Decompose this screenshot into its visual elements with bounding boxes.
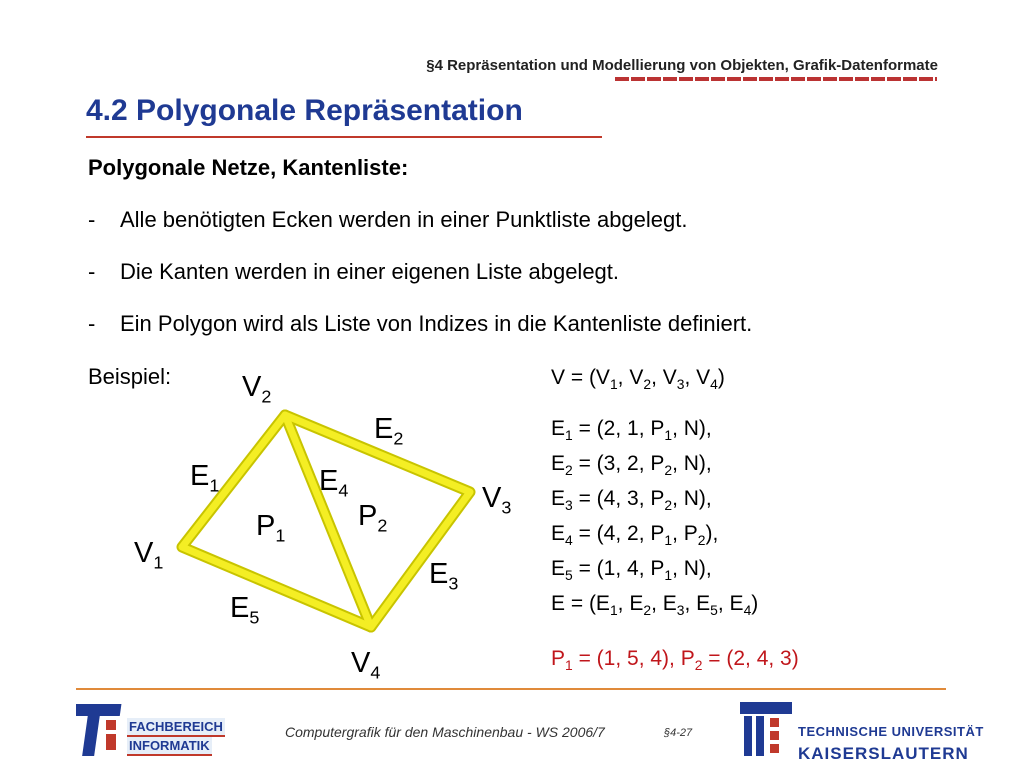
polygon-list: $P_1 = (1$, 5, 4), $P_2 = (2$, 4, 3) [551, 647, 799, 673]
edge-def-e1: $E_1 = (2$, 1, $P_1$, N), [551, 417, 712, 443]
label-v1: $V_1$ [134, 537, 164, 573]
label-e4: $E_4$ [319, 465, 349, 501]
slide-subtitle: Polygonale Netze, Kantenliste: [88, 155, 409, 180]
bullet-dash: - [88, 311, 96, 336]
tu-logo-icon [740, 700, 796, 758]
bullet-text: Ein Polygon wird als Liste von Indizes in die Kantenliste definiert. [120, 311, 753, 336]
bullet-dash: - [88, 207, 96, 232]
bullet-text: Die Kanten werden in einer eigenen Liste abgelegt. [120, 259, 620, 284]
section-header: §4 Repräsentation und Modellierung von Objekten, Grafik-Datenformate [426, 57, 938, 74]
example-label: Beispiel: [88, 364, 172, 389]
slide-title: 4.2 Polygonale Repräsentation [86, 94, 523, 127]
vertex-list: $V = (V_1$, $V_2$, $V_3$, $V_4$) [551, 366, 725, 392]
tu-line1: TECHNISCHE UNIVERSITÄT [798, 724, 984, 739]
footer-course: Computergrafik für den Maschinenbau - WS 2006/7 [285, 724, 605, 740]
edge-def-e4: $E_4 = (4$, 2, $P_1$, $P_2$), [551, 522, 719, 548]
bullet-text: Alle benötigten Ecken werden in einer Punktliste abgelegt. [120, 207, 688, 232]
label-e3: $E_3$ [429, 558, 459, 594]
label-e1: $E_1$ [190, 460, 220, 496]
edge-def-e5: $E_5 = (1$, 4, $P_1$, N), [551, 557, 712, 583]
fachbereich-line1: FACHBEREICH [127, 718, 225, 737]
tu-logo-text [798, 721, 984, 765]
footer-divider [76, 688, 946, 690]
fachbereich-logo-text [127, 718, 239, 756]
label-v3: $V_3$ [482, 482, 512, 518]
fachbereich-logo-icon [76, 700, 126, 760]
page-number: §4-27 [664, 727, 693, 739]
fachbereich-line2: INFORMATIK [127, 737, 212, 756]
label-p2: $P_2$ [358, 500, 388, 536]
edge-def-e2: $E_2 = (3$, 2, $P_2$, N), [551, 452, 712, 478]
label-p1: $P_1$ [256, 510, 286, 546]
edge-list: $E = (E_1$, $E_2$, $E_3$, $E_5$, $E_4$) [551, 592, 759, 618]
label-e5: $E_5$ [230, 592, 260, 628]
edge-def-e3: $E_3 = (4$, 3, $P_2$, N), [551, 487, 712, 513]
label-v4: $V_4$ [351, 647, 381, 683]
bullet-dash: - [88, 259, 96, 284]
tu-line2: KAISERSLAUTERN [798, 744, 969, 763]
label-e2: $E_2$ [374, 413, 404, 449]
label-v2: $V_2$ [242, 371, 272, 407]
